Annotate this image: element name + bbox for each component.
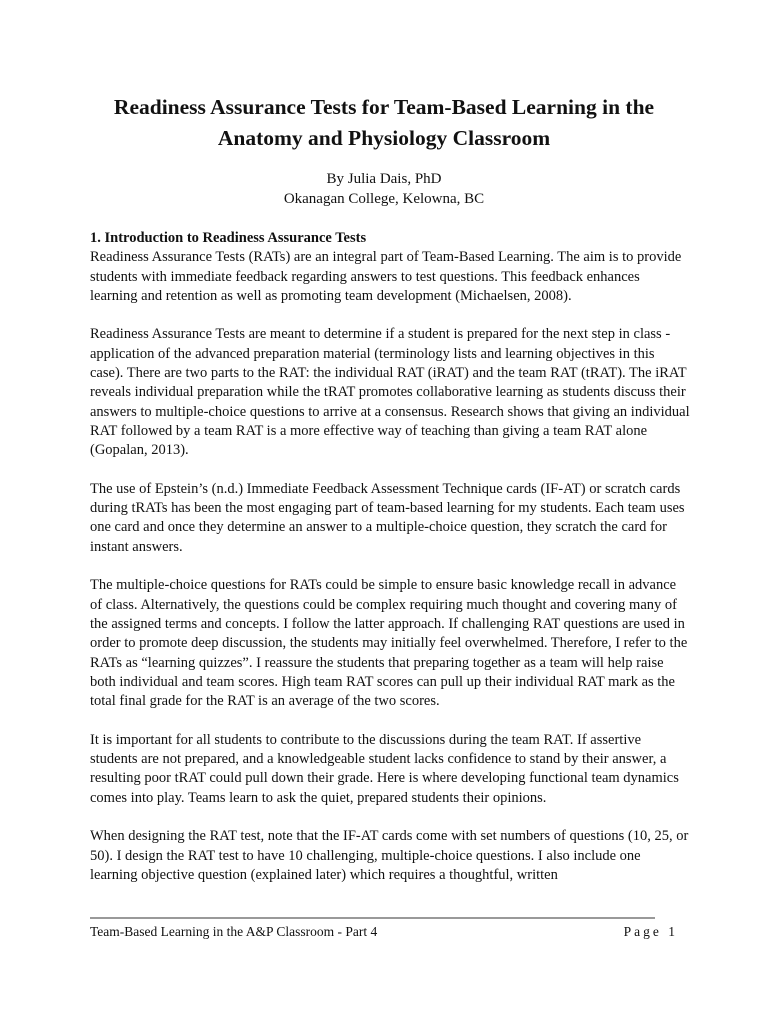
paragraph-3: The use of Epstein’s (n.d.) Immediate Feedback Assessment Technique cards (IF-AT) or scratch cards during tRATs has been the most engaging part of team-based learning for my students. Each team uses one card and once they determine an answer to a multiple-choice question, they scratch the card for instant answers. (90, 480, 685, 555)
byline (60, 169, 708, 209)
document-body (90, 229, 690, 904)
document-title (60, 92, 708, 154)
section-heading: 1. Introduction to Readiness Assurance Tests (90, 230, 367, 246)
paragraph-4: The multiple-choice questions for RATs could be simple to ensure basic knowledge recall in advance of class. Alternatively, the questions could be complex requiring much thought and covering many of the assigned terms and concepts. I follow the latter approach. If challenging RAT questions are used in order to promote deep discussion, the students may initially feel overwhelmed. Therefore, I refer to the RATs as “learning quizzes”. I reassure the students that preparing together as a team will help raise both individual and team scores. High team RAT scores can pull up their individual RAT mark as the total final grade for the RAT is an average of the two scores. (90, 577, 688, 710)
page-number-value: 1 (668, 924, 678, 939)
affiliation: Okanagan College, Kelowna, BC (283, 191, 485, 207)
paragraph-5: It is important for all students to contribute to the discussions during the team RAT. If assertive students are not prepared, and a knowledgeable student lacks confidence to stand by their answer, a resulting poor tRAT could pull down their grade. Here is where developing functional team dynamics comes into play. Teams learn to ask the quiet, prepared students their opinions. (90, 731, 679, 806)
title-line-2: Anatomy and Physiology Classroom (217, 126, 551, 150)
page-label: Page (623, 924, 662, 939)
paragraph-6: When designing the RAT test, note that the IF-AT cards come with set numbers of questions (10, 25, or 50). I design the RAT test to have 10 challenging, multiple-choice questions. I also include one learning objective question (explained later) which requires a thoughtful, written (90, 828, 689, 883)
footer-title: Team-Based Learning in the A&P Classroom - Part 4 (90, 924, 378, 939)
paragraph-1: Readiness Assurance Tests (RATs) are an integral part of Team-Based Learning. The aim is to provide students with immediate feedback regarding answers to test questions. This feedback enhances learning and retention as well as promoting team development (Michaelsen, 2008). (90, 249, 682, 304)
footer-divider (90, 917, 655, 919)
paragraph-2: Readiness Assurance Tests are meant to determine if a student is prepared for the next step in class - application of the advanced preparation material (terminology lists and learning objectives in this case). There are two parts to the RAT: the individual RAT (iRAT) and the team RAT (tRAT). The iRAT reveals individual preparation while the tRAT promotes collaborative learning as students discuss their answers to multiple-choice questions to arrive at a consensus. Research shows that giving an individual RAT followed by a team RAT is a more effective way of teaching than giving a team RAT alone (Gopalan, 2013). (90, 326, 690, 459)
author: By Julia Dais, PhD (326, 171, 442, 187)
page-number (624, 923, 678, 941)
title-line-1: Readiness Assurance Tests for Team-Based Learning in the (113, 95, 655, 119)
